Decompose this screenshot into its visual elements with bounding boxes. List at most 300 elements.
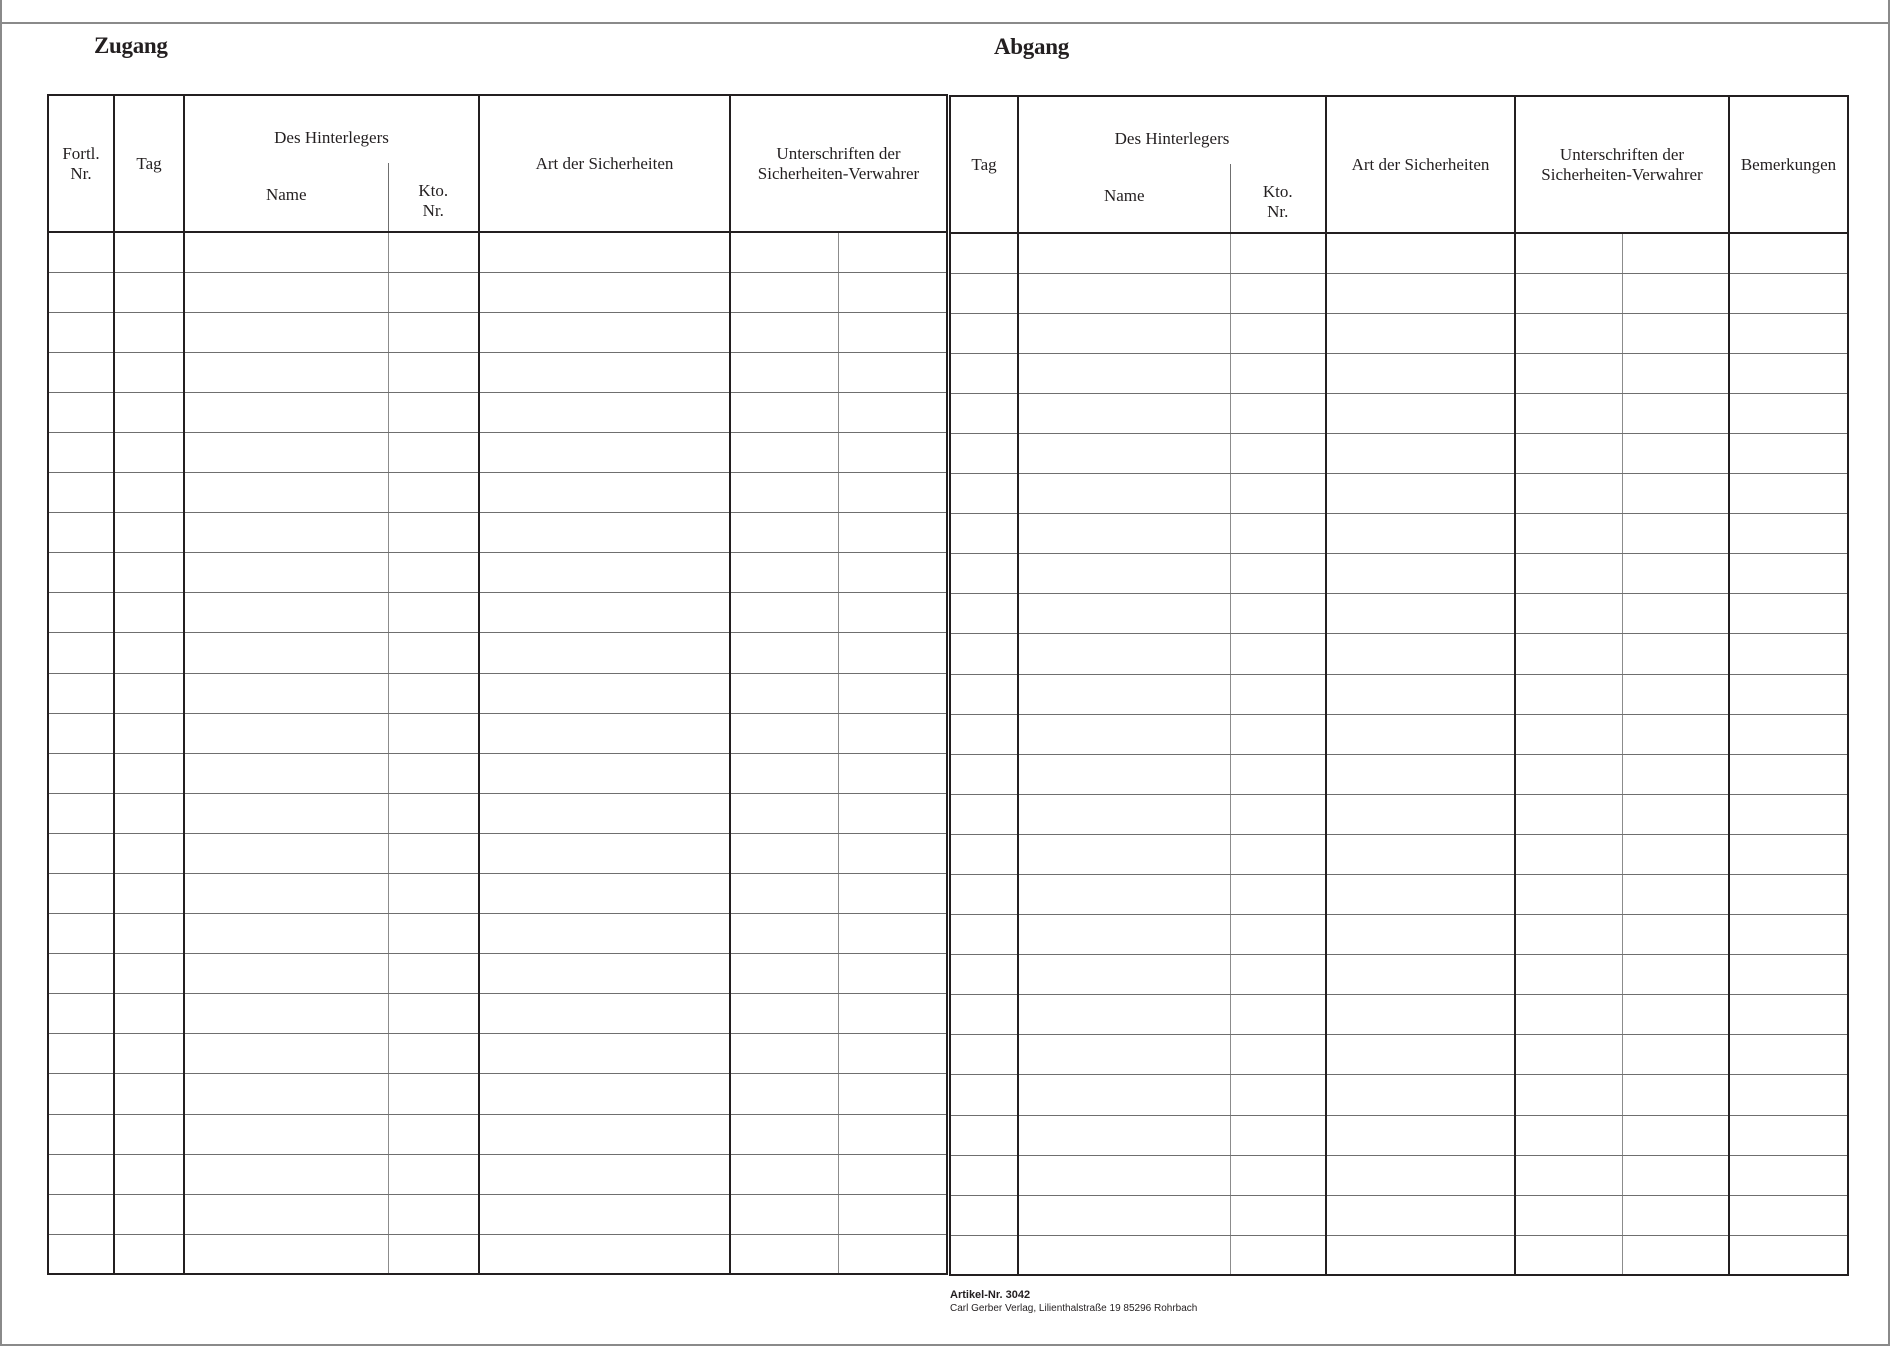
- cell-signature-1[interactable]: [730, 1034, 838, 1074]
- cell-kto-nr[interactable]: [388, 833, 479, 873]
- cell-art[interactable]: [1326, 1075, 1515, 1115]
- cell-art[interactable]: [479, 874, 730, 914]
- cell-kto-nr[interactable]: [1230, 393, 1326, 433]
- cell-kto-nr[interactable]: [1230, 594, 1326, 634]
- cell-signature-1[interactable]: [1515, 875, 1622, 915]
- cell-art[interactable]: [1326, 514, 1515, 554]
- cell-signature-1[interactable]: [1515, 834, 1622, 874]
- cell-signature-1[interactable]: [730, 833, 838, 873]
- cell-tag[interactable]: [950, 794, 1018, 834]
- cell-art[interactable]: [479, 673, 730, 713]
- cell-kto-nr[interactable]: [1230, 1195, 1326, 1235]
- cell-bemerkungen[interactable]: [1729, 634, 1848, 674]
- cell-bemerkungen[interactable]: [1729, 433, 1848, 473]
- cell-name[interactable]: [184, 954, 388, 994]
- cell-tag[interactable]: [950, 875, 1018, 915]
- cell-signature-2[interactable]: [838, 793, 947, 833]
- cell-signature-2[interactable]: [1622, 674, 1729, 714]
- cell-signature-1[interactable]: [730, 553, 838, 593]
- cell-art[interactable]: [479, 1034, 730, 1074]
- cell-fortl-nr[interactable]: [48, 833, 114, 873]
- cell-art[interactable]: [479, 473, 730, 513]
- cell-name[interactable]: [1018, 714, 1230, 754]
- cell-tag[interactable]: [950, 834, 1018, 874]
- cell-signature-1[interactable]: [730, 954, 838, 994]
- cell-bemerkungen[interactable]: [1729, 674, 1848, 714]
- cell-art[interactable]: [1326, 875, 1515, 915]
- cell-fortl-nr[interactable]: [48, 553, 114, 593]
- cell-signature-1[interactable]: [730, 513, 838, 553]
- cell-tag[interactable]: [950, 433, 1018, 473]
- cell-fortl-nr[interactable]: [48, 1034, 114, 1074]
- cell-signature-2[interactable]: [1622, 955, 1729, 995]
- cell-name[interactable]: [184, 994, 388, 1034]
- cell-tag[interactable]: [114, 633, 184, 673]
- cell-bemerkungen[interactable]: [1729, 393, 1848, 433]
- cell-kto-nr[interactable]: [1230, 634, 1326, 674]
- cell-kto-nr[interactable]: [388, 1194, 479, 1234]
- cell-art[interactable]: [1326, 554, 1515, 594]
- cell-art[interactable]: [1326, 313, 1515, 353]
- cell-art[interactable]: [1326, 915, 1515, 955]
- cell-tag[interactable]: [114, 673, 184, 713]
- cell-tag[interactable]: [950, 554, 1018, 594]
- cell-art[interactable]: [479, 593, 730, 633]
- cell-tag[interactable]: [950, 754, 1018, 794]
- cell-name[interactable]: [1018, 233, 1230, 273]
- cell-fortl-nr[interactable]: [48, 633, 114, 673]
- cell-signature-1[interactable]: [1515, 353, 1622, 393]
- cell-signature-2[interactable]: [1622, 1155, 1729, 1195]
- cell-art[interactable]: [479, 392, 730, 432]
- cell-fortl-nr[interactable]: [48, 1194, 114, 1234]
- cell-signature-1[interactable]: [1515, 433, 1622, 473]
- cell-signature-1[interactable]: [730, 914, 838, 954]
- cell-tag[interactable]: [950, 634, 1018, 674]
- cell-name[interactable]: [1018, 915, 1230, 955]
- cell-name[interactable]: [184, 312, 388, 352]
- cell-signature-2[interactable]: [838, 753, 947, 793]
- cell-bemerkungen[interactable]: [1729, 1035, 1848, 1075]
- cell-art[interactable]: [1326, 1035, 1515, 1075]
- cell-fortl-nr[interactable]: [48, 392, 114, 432]
- cell-signature-2[interactable]: [1622, 353, 1729, 393]
- cell-name[interactable]: [184, 713, 388, 753]
- cell-fortl-nr[interactable]: [48, 914, 114, 954]
- cell-art[interactable]: [1326, 1195, 1515, 1235]
- cell-signature-2[interactable]: [838, 994, 947, 1034]
- cell-signature-2[interactable]: [1622, 875, 1729, 915]
- cell-kto-nr[interactable]: [388, 753, 479, 793]
- cell-signature-2[interactable]: [1622, 1235, 1729, 1275]
- cell-fortl-nr[interactable]: [48, 673, 114, 713]
- cell-signature-2[interactable]: [838, 553, 947, 593]
- cell-art[interactable]: [1326, 594, 1515, 634]
- cell-tag[interactable]: [114, 833, 184, 873]
- cell-signature-2[interactable]: [838, 713, 947, 753]
- cell-bemerkungen[interactable]: [1729, 995, 1848, 1035]
- cell-bemerkungen[interactable]: [1729, 1155, 1848, 1195]
- cell-signature-1[interactable]: [1515, 955, 1622, 995]
- cell-signature-2[interactable]: [1622, 1195, 1729, 1235]
- cell-tag[interactable]: [114, 874, 184, 914]
- cell-name[interactable]: [184, 392, 388, 432]
- cell-fortl-nr[interactable]: [48, 352, 114, 392]
- cell-tag[interactable]: [114, 954, 184, 994]
- cell-kto-nr[interactable]: [388, 432, 479, 472]
- cell-bemerkungen[interactable]: [1729, 514, 1848, 554]
- cell-signature-1[interactable]: [730, 1234, 838, 1274]
- cell-art[interactable]: [1326, 474, 1515, 514]
- cell-kto-nr[interactable]: [1230, 915, 1326, 955]
- cell-kto-nr[interactable]: [388, 633, 479, 673]
- cell-art[interactable]: [1326, 834, 1515, 874]
- cell-kto-nr[interactable]: [1230, 714, 1326, 754]
- cell-signature-1[interactable]: [730, 633, 838, 673]
- cell-kto-nr[interactable]: [388, 473, 479, 513]
- cell-signature-1[interactable]: [730, 673, 838, 713]
- cell-signature-2[interactable]: [838, 673, 947, 713]
- cell-art[interactable]: [1326, 674, 1515, 714]
- cell-art[interactable]: [1326, 754, 1515, 794]
- cell-art[interactable]: [1326, 634, 1515, 674]
- cell-name[interactable]: [184, 272, 388, 312]
- cell-art[interactable]: [1326, 433, 1515, 473]
- cell-art[interactable]: [1326, 1155, 1515, 1195]
- cell-art[interactable]: [479, 553, 730, 593]
- cell-signature-2[interactable]: [1622, 273, 1729, 313]
- cell-kto-nr[interactable]: [1230, 554, 1326, 594]
- cell-art[interactable]: [479, 633, 730, 673]
- cell-bemerkungen[interactable]: [1729, 714, 1848, 754]
- cell-name[interactable]: [184, 513, 388, 553]
- cell-kto-nr[interactable]: [1230, 1155, 1326, 1195]
- cell-bemerkungen[interactable]: [1729, 794, 1848, 834]
- cell-kto-nr[interactable]: [388, 272, 479, 312]
- cell-fortl-nr[interactable]: [48, 1154, 114, 1194]
- cell-kto-nr[interactable]: [388, 1234, 479, 1274]
- cell-fortl-nr[interactable]: [48, 473, 114, 513]
- cell-signature-2[interactable]: [1622, 1115, 1729, 1155]
- cell-bemerkungen[interactable]: [1729, 834, 1848, 874]
- cell-signature-1[interactable]: [730, 432, 838, 472]
- cell-tag[interactable]: [114, 272, 184, 312]
- cell-signature-2[interactable]: [1622, 634, 1729, 674]
- cell-tag[interactable]: [950, 674, 1018, 714]
- cell-name[interactable]: [1018, 433, 1230, 473]
- cell-signature-1[interactable]: [1515, 995, 1622, 1035]
- cell-tag[interactable]: [950, 1035, 1018, 1075]
- cell-kto-nr[interactable]: [1230, 1035, 1326, 1075]
- cell-art[interactable]: [1326, 273, 1515, 313]
- cell-signature-2[interactable]: [838, 1074, 947, 1114]
- cell-kto-nr[interactable]: [388, 1114, 479, 1154]
- cell-tag[interactable]: [950, 273, 1018, 313]
- cell-name[interactable]: [1018, 393, 1230, 433]
- cell-art[interactable]: [479, 1194, 730, 1234]
- cell-art[interactable]: [479, 232, 730, 272]
- cell-name[interactable]: [1018, 794, 1230, 834]
- cell-signature-2[interactable]: [838, 473, 947, 513]
- cell-fortl-nr[interactable]: [48, 793, 114, 833]
- cell-art[interactable]: [479, 1114, 730, 1154]
- cell-fortl-nr[interactable]: [48, 432, 114, 472]
- cell-signature-2[interactable]: [838, 1114, 947, 1154]
- cell-bemerkungen[interactable]: [1729, 353, 1848, 393]
- cell-signature-2[interactable]: [838, 352, 947, 392]
- cell-name[interactable]: [184, 874, 388, 914]
- cell-art[interactable]: [1326, 353, 1515, 393]
- cell-bemerkungen[interactable]: [1729, 273, 1848, 313]
- cell-tag[interactable]: [950, 514, 1018, 554]
- cell-tag[interactable]: [950, 313, 1018, 353]
- cell-signature-2[interactable]: [838, 914, 947, 954]
- cell-tag[interactable]: [114, 753, 184, 793]
- cell-name[interactable]: [184, 1234, 388, 1274]
- cell-signature-1[interactable]: [1515, 634, 1622, 674]
- cell-signature-1[interactable]: [730, 1154, 838, 1194]
- cell-tag[interactable]: [950, 233, 1018, 273]
- cell-kto-nr[interactable]: [388, 793, 479, 833]
- cell-tag[interactable]: [950, 1155, 1018, 1195]
- cell-signature-1[interactable]: [1515, 474, 1622, 514]
- cell-kto-nr[interactable]: [1230, 834, 1326, 874]
- cell-kto-nr[interactable]: [1230, 1115, 1326, 1155]
- cell-signature-2[interactable]: [1622, 1075, 1729, 1115]
- cell-signature-1[interactable]: [1515, 273, 1622, 313]
- cell-name[interactable]: [184, 914, 388, 954]
- cell-signature-2[interactable]: [1622, 1035, 1729, 1075]
- cell-signature-1[interactable]: [1515, 794, 1622, 834]
- cell-art[interactable]: [479, 432, 730, 472]
- cell-tag[interactable]: [950, 353, 1018, 393]
- cell-name[interactable]: [184, 232, 388, 272]
- cell-signature-1[interactable]: [1515, 1035, 1622, 1075]
- cell-signature-2[interactable]: [1622, 514, 1729, 554]
- cell-signature-2[interactable]: [1622, 474, 1729, 514]
- cell-bemerkungen[interactable]: [1729, 1075, 1848, 1115]
- cell-signature-1[interactable]: [1515, 514, 1622, 554]
- cell-bemerkungen[interactable]: [1729, 875, 1848, 915]
- cell-name[interactable]: [1018, 1155, 1230, 1195]
- cell-name[interactable]: [184, 633, 388, 673]
- cell-fortl-nr[interactable]: [48, 1074, 114, 1114]
- cell-art[interactable]: [479, 312, 730, 352]
- cell-name[interactable]: [184, 553, 388, 593]
- cell-signature-1[interactable]: [1515, 393, 1622, 433]
- cell-signature-1[interactable]: [730, 392, 838, 432]
- cell-fortl-nr[interactable]: [48, 232, 114, 272]
- cell-name[interactable]: [1018, 1195, 1230, 1235]
- cell-kto-nr[interactable]: [388, 994, 479, 1034]
- cell-bemerkungen[interactable]: [1729, 1195, 1848, 1235]
- cell-fortl-nr[interactable]: [48, 753, 114, 793]
- cell-art[interactable]: [479, 954, 730, 994]
- cell-kto-nr[interactable]: [1230, 875, 1326, 915]
- cell-fortl-nr[interactable]: [48, 874, 114, 914]
- cell-signature-2[interactable]: [838, 833, 947, 873]
- cell-signature-2[interactable]: [838, 392, 947, 432]
- cell-art[interactable]: [1326, 1115, 1515, 1155]
- cell-signature-1[interactable]: [730, 753, 838, 793]
- cell-art[interactable]: [479, 272, 730, 312]
- cell-tag[interactable]: [114, 1114, 184, 1154]
- cell-kto-nr[interactable]: [388, 1034, 479, 1074]
- cell-art[interactable]: [1326, 955, 1515, 995]
- cell-signature-2[interactable]: [838, 1154, 947, 1194]
- cell-signature-2[interactable]: [1622, 794, 1729, 834]
- cell-name[interactable]: [184, 593, 388, 633]
- cell-signature-1[interactable]: [1515, 714, 1622, 754]
- cell-art[interactable]: [479, 1074, 730, 1114]
- cell-signature-1[interactable]: [730, 473, 838, 513]
- cell-signature-2[interactable]: [1622, 233, 1729, 273]
- cell-tag[interactable]: [950, 594, 1018, 634]
- cell-name[interactable]: [1018, 955, 1230, 995]
- cell-tag[interactable]: [950, 1195, 1018, 1235]
- cell-bemerkungen[interactable]: [1729, 1235, 1848, 1275]
- cell-name[interactable]: [1018, 1075, 1230, 1115]
- cell-name[interactable]: [1018, 474, 1230, 514]
- cell-bemerkungen[interactable]: [1729, 313, 1848, 353]
- cell-signature-1[interactable]: [1515, 1195, 1622, 1235]
- cell-signature-2[interactable]: [1622, 393, 1729, 433]
- cell-kto-nr[interactable]: [1230, 514, 1326, 554]
- cell-signature-2[interactable]: [838, 1034, 947, 1074]
- cell-signature-2[interactable]: [838, 232, 947, 272]
- cell-name[interactable]: [1018, 273, 1230, 313]
- cell-art[interactable]: [1326, 794, 1515, 834]
- cell-signature-1[interactable]: [1515, 313, 1622, 353]
- cell-fortl-nr[interactable]: [48, 1234, 114, 1274]
- cell-kto-nr[interactable]: [388, 1074, 479, 1114]
- cell-fortl-nr[interactable]: [48, 1114, 114, 1154]
- cell-art[interactable]: [479, 833, 730, 873]
- cell-tag[interactable]: [114, 1194, 184, 1234]
- cell-kto-nr[interactable]: [1230, 273, 1326, 313]
- cell-signature-2[interactable]: [838, 954, 947, 994]
- cell-signature-1[interactable]: [1515, 1155, 1622, 1195]
- cell-art[interactable]: [1326, 1235, 1515, 1275]
- cell-name[interactable]: [1018, 594, 1230, 634]
- cell-bemerkungen[interactable]: [1729, 474, 1848, 514]
- cell-signature-2[interactable]: [1622, 313, 1729, 353]
- cell-bemerkungen[interactable]: [1729, 233, 1848, 273]
- cell-signature-2[interactable]: [838, 1194, 947, 1234]
- cell-kto-nr[interactable]: [388, 874, 479, 914]
- cell-tag[interactable]: [114, 713, 184, 753]
- cell-signature-2[interactable]: [1622, 995, 1729, 1035]
- cell-signature-2[interactable]: [1622, 915, 1729, 955]
- cell-kto-nr[interactable]: [1230, 1075, 1326, 1115]
- cell-tag[interactable]: [114, 1034, 184, 1074]
- cell-name[interactable]: [184, 753, 388, 793]
- cell-kto-nr[interactable]: [388, 593, 479, 633]
- cell-signature-1[interactable]: [1515, 754, 1622, 794]
- cell-tag[interactable]: [950, 714, 1018, 754]
- cell-fortl-nr[interactable]: [48, 593, 114, 633]
- cell-fortl-nr[interactable]: [48, 994, 114, 1034]
- cell-signature-2[interactable]: [838, 1234, 947, 1274]
- cell-signature-1[interactable]: [1515, 1235, 1622, 1275]
- cell-signature-1[interactable]: [730, 1074, 838, 1114]
- cell-signature-1[interactable]: [1515, 1115, 1622, 1155]
- cell-signature-2[interactable]: [838, 312, 947, 352]
- cell-tag[interactable]: [950, 915, 1018, 955]
- cell-art[interactable]: [479, 793, 730, 833]
- cell-bemerkungen[interactable]: [1729, 915, 1848, 955]
- cell-signature-1[interactable]: [730, 874, 838, 914]
- cell-tag[interactable]: [114, 553, 184, 593]
- cell-art[interactable]: [479, 753, 730, 793]
- cell-name[interactable]: [184, 432, 388, 472]
- cell-kto-nr[interactable]: [1230, 955, 1326, 995]
- cell-name[interactable]: [1018, 634, 1230, 674]
- cell-tag[interactable]: [950, 1235, 1018, 1275]
- cell-name[interactable]: [184, 1114, 388, 1154]
- cell-name[interactable]: [1018, 875, 1230, 915]
- cell-name[interactable]: [184, 793, 388, 833]
- cell-kto-nr[interactable]: [388, 673, 479, 713]
- cell-art[interactable]: [479, 994, 730, 1034]
- cell-kto-nr[interactable]: [388, 553, 479, 593]
- cell-tag[interactable]: [114, 1234, 184, 1274]
- cell-signature-2[interactable]: [1622, 594, 1729, 634]
- cell-art[interactable]: [479, 1234, 730, 1274]
- cell-art[interactable]: [1326, 995, 1515, 1035]
- cell-bemerkungen[interactable]: [1729, 1115, 1848, 1155]
- cell-signature-2[interactable]: [1622, 554, 1729, 594]
- cell-signature-1[interactable]: [730, 352, 838, 392]
- cell-kto-nr[interactable]: [1230, 754, 1326, 794]
- cell-signature-1[interactable]: [1515, 594, 1622, 634]
- cell-tag[interactable]: [114, 352, 184, 392]
- cell-kto-nr[interactable]: [388, 954, 479, 994]
- cell-bemerkungen[interactable]: [1729, 554, 1848, 594]
- cell-name[interactable]: [1018, 353, 1230, 393]
- cell-signature-1[interactable]: [1515, 1075, 1622, 1115]
- cell-art[interactable]: [479, 914, 730, 954]
- cell-kto-nr[interactable]: [1230, 233, 1326, 273]
- cell-signature-2[interactable]: [838, 593, 947, 633]
- cell-signature-2[interactable]: [1622, 834, 1729, 874]
- cell-fortl-nr[interactable]: [48, 954, 114, 994]
- cell-fortl-nr[interactable]: [48, 513, 114, 553]
- cell-tag[interactable]: [950, 955, 1018, 995]
- cell-signature-1[interactable]: [730, 232, 838, 272]
- cell-name[interactable]: [1018, 554, 1230, 594]
- cell-kto-nr[interactable]: [388, 914, 479, 954]
- cell-tag[interactable]: [114, 994, 184, 1034]
- cell-name[interactable]: [184, 1034, 388, 1074]
- cell-tag[interactable]: [114, 1154, 184, 1194]
- cell-fortl-nr[interactable]: [48, 312, 114, 352]
- cell-name[interactable]: [1018, 754, 1230, 794]
- cell-signature-1[interactable]: [1515, 554, 1622, 594]
- cell-tag[interactable]: [114, 914, 184, 954]
- cell-kto-nr[interactable]: [1230, 474, 1326, 514]
- cell-tag[interactable]: [114, 432, 184, 472]
- cell-bemerkungen[interactable]: [1729, 754, 1848, 794]
- cell-art[interactable]: [479, 1154, 730, 1194]
- cell-kto-nr[interactable]: [1230, 353, 1326, 393]
- cell-kto-nr[interactable]: [1230, 313, 1326, 353]
- cell-signature-2[interactable]: [838, 272, 947, 312]
- cell-signature-1[interactable]: [730, 1194, 838, 1234]
- cell-name[interactable]: [184, 1194, 388, 1234]
- cell-name[interactable]: [184, 1154, 388, 1194]
- cell-bemerkungen[interactable]: [1729, 594, 1848, 634]
